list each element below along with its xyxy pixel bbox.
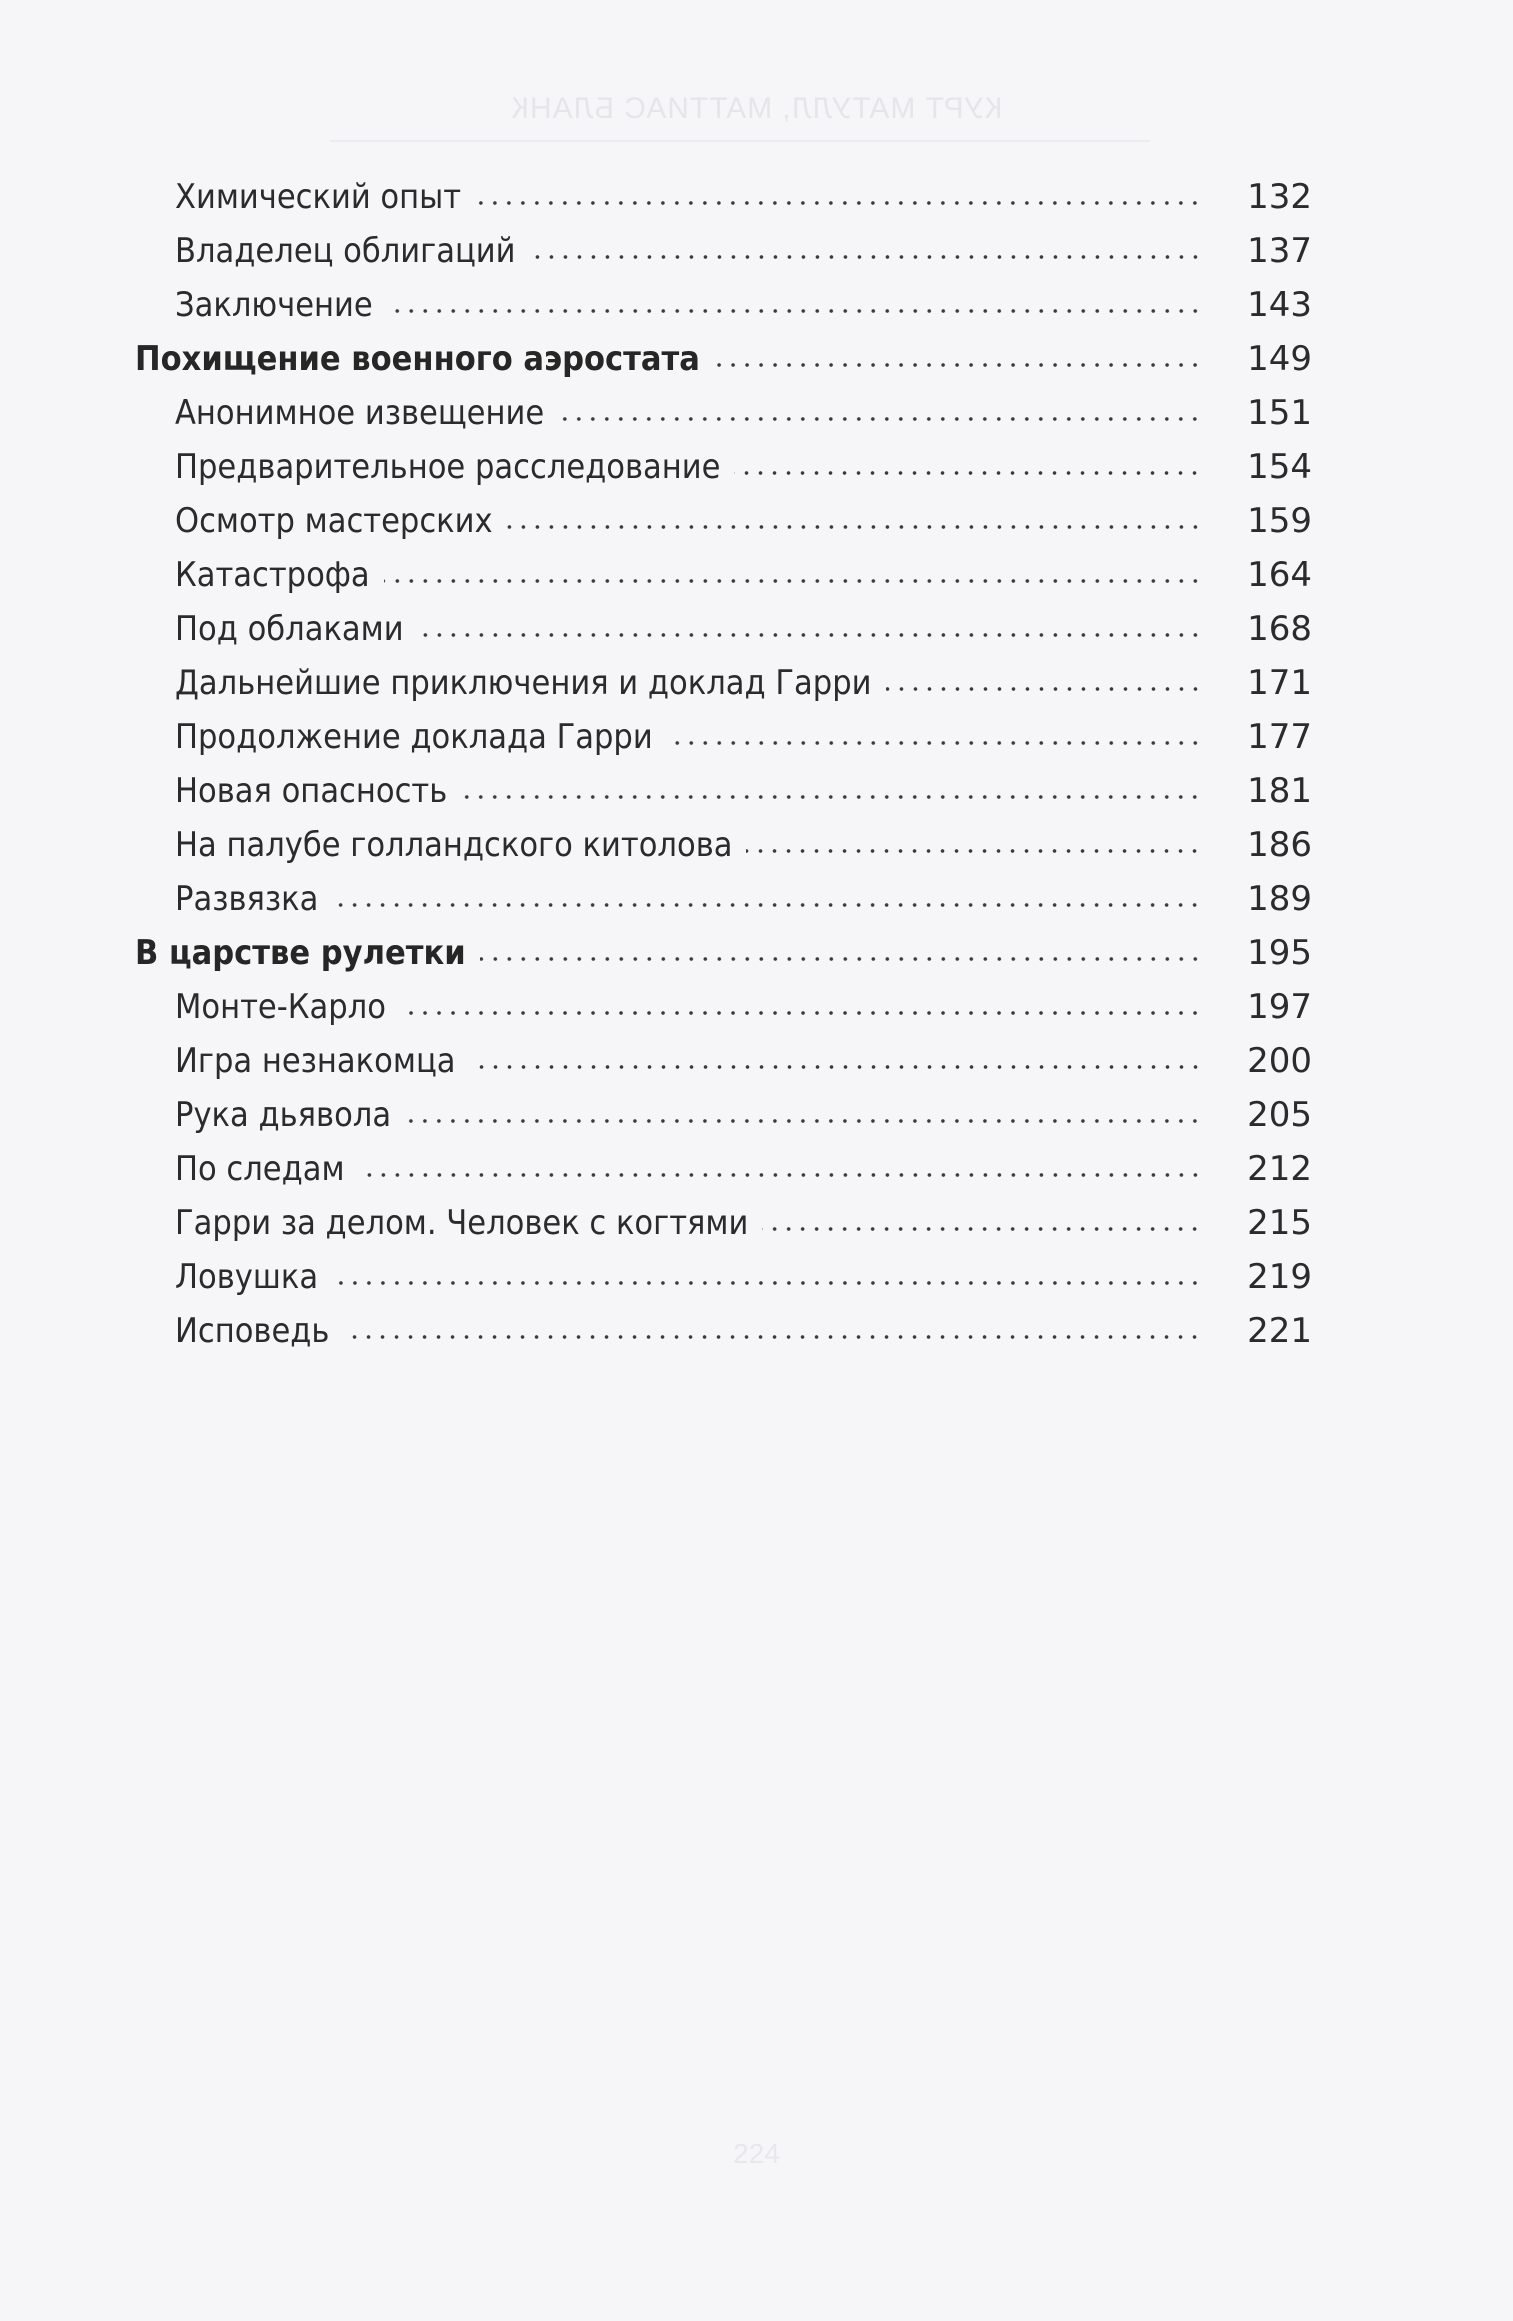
toc-entry[interactable]: [135, 980, 1312, 1034]
dot-leader: [418, 630, 1202, 640]
dot-leader: [558, 414, 1202, 424]
dot-leader: [387, 306, 1202, 316]
dot-leader: [405, 1116, 1202, 1126]
dot-leader: [384, 576, 1202, 586]
toc-entry-page: 159: [1247, 501, 1312, 541]
toc-entry[interactable]: [135, 548, 1312, 602]
toc-entry-page: 168: [1247, 609, 1312, 649]
table-of-contents: [135, 170, 1312, 1358]
toc-entry-page: 149: [1247, 339, 1312, 379]
toc-entry-title: Монте-Карло: [175, 987, 386, 1027]
toc-section-heading[interactable]: [135, 332, 1312, 386]
toc-entry[interactable]: [135, 1034, 1312, 1088]
toc-entry-title: Химический опыт: [175, 177, 462, 217]
toc-entry-title: Заключение: [175, 285, 373, 325]
toc-entry-title: Рука дьявола: [175, 1095, 392, 1135]
toc-entry-page: 200: [1247, 1041, 1312, 1081]
toc-entry-page: 132: [1247, 177, 1312, 217]
toc-entry[interactable]: [135, 764, 1312, 818]
toc-entry[interactable]: [135, 170, 1312, 224]
toc-entry[interactable]: [135, 386, 1312, 440]
toc-entry-title: Дальнейшие приключения и доклад Гарри: [175, 663, 872, 703]
toc-entry[interactable]: [135, 710, 1312, 764]
toc-entry-page: 137: [1247, 231, 1312, 271]
toc-entry[interactable]: [135, 440, 1312, 494]
dot-leader: [746, 846, 1202, 856]
toc-entry-page: 221: [1247, 1311, 1312, 1351]
dot-leader: [530, 252, 1202, 262]
dot-leader: [714, 360, 1202, 370]
toc-entry-title: На палубе голландского китолова: [175, 825, 733, 865]
toc-entry[interactable]: [135, 1250, 1312, 1304]
toc-entry-title: Катастрофа: [175, 555, 370, 595]
toc-entry-page: 219: [1247, 1257, 1312, 1297]
toc-entry-page: 197: [1247, 987, 1312, 1027]
toc-entry-page: 181: [1247, 771, 1312, 811]
toc-entry-page: 171: [1247, 663, 1312, 703]
dot-leader: [667, 738, 1202, 748]
toc-entry[interactable]: [135, 1088, 1312, 1142]
toc-entry[interactable]: [135, 1304, 1312, 1358]
toc-section-heading[interactable]: [135, 926, 1312, 980]
dot-leader: [762, 1224, 1202, 1234]
toc-entry-title: Исповедь: [175, 1311, 330, 1351]
toc-entry-title: Гарри за делом. Человек с когтями: [175, 1203, 749, 1243]
toc-entry-title: Игра незнакомца: [175, 1041, 456, 1081]
toc-entry-title: По следам: [175, 1149, 345, 1189]
toc-entry-title: Осмотр мастерских: [175, 501, 493, 541]
toc-entry[interactable]: [135, 494, 1312, 548]
toc-entry-title: Анонимное извещение: [175, 393, 545, 433]
dot-leader: [332, 900, 1202, 910]
dot-leader: [400, 1008, 1202, 1018]
dot-leader: [359, 1170, 1202, 1180]
bleed-through-page-number: 224: [733, 2138, 780, 2169]
toc-entry-title: Под облаками: [175, 609, 404, 649]
toc-entry-page: 177: [1247, 717, 1312, 757]
toc-entry[interactable]: [135, 872, 1312, 926]
toc-entry-title: Новая опасность: [175, 771, 448, 811]
toc-entry[interactable]: [135, 818, 1312, 872]
bleed-through-rule: [330, 140, 1150, 142]
toc-entry-page: 195: [1247, 933, 1312, 973]
toc-entry-page: 164: [1247, 555, 1312, 595]
toc-entry-title: Ловушка: [175, 1257, 319, 1297]
toc-section-title: В царстве рулетки: [135, 933, 466, 973]
toc-entry-title: Владелец облигаций: [175, 231, 516, 271]
toc-entry-page: 186: [1247, 825, 1312, 865]
toc-entry[interactable]: [135, 224, 1312, 278]
toc-entry-title: Продолжение доклада Гарри: [175, 717, 653, 757]
toc-entry-page: 189: [1247, 879, 1312, 919]
bleed-through-header: КУРТ МАТУЛЛ, МАТТИАС БЛАНК: [510, 92, 1003, 125]
dot-leader: [480, 954, 1202, 964]
toc-entry[interactable]: [135, 1196, 1312, 1250]
toc-entry[interactable]: [135, 278, 1312, 332]
toc-entry-page: 143: [1247, 285, 1312, 325]
toc-entry-page: 212: [1247, 1149, 1312, 1189]
toc-entry-title: Развязка: [175, 879, 319, 919]
dot-leader: [475, 198, 1202, 208]
toc-entry[interactable]: [135, 656, 1312, 710]
dot-leader: [461, 792, 1202, 802]
dot-leader: [886, 684, 1202, 694]
toc-entry[interactable]: [135, 602, 1312, 656]
toc-entry-page: 205: [1247, 1095, 1312, 1135]
dot-leader: [470, 1062, 1203, 1072]
toc-section-title: Похищение военного аэростата: [135, 339, 700, 379]
toc-entry[interactable]: [135, 1142, 1312, 1196]
dot-leader: [507, 522, 1202, 532]
toc-entry-page: 151: [1247, 393, 1312, 433]
toc-entry-page: 154: [1247, 447, 1312, 487]
toc-entry-title: Предварительное расследование: [175, 447, 721, 487]
toc-entry-page: 215: [1247, 1203, 1312, 1243]
dot-leader: [343, 1332, 1202, 1342]
dot-leader: [734, 468, 1202, 478]
dot-leader: [332, 1278, 1202, 1288]
